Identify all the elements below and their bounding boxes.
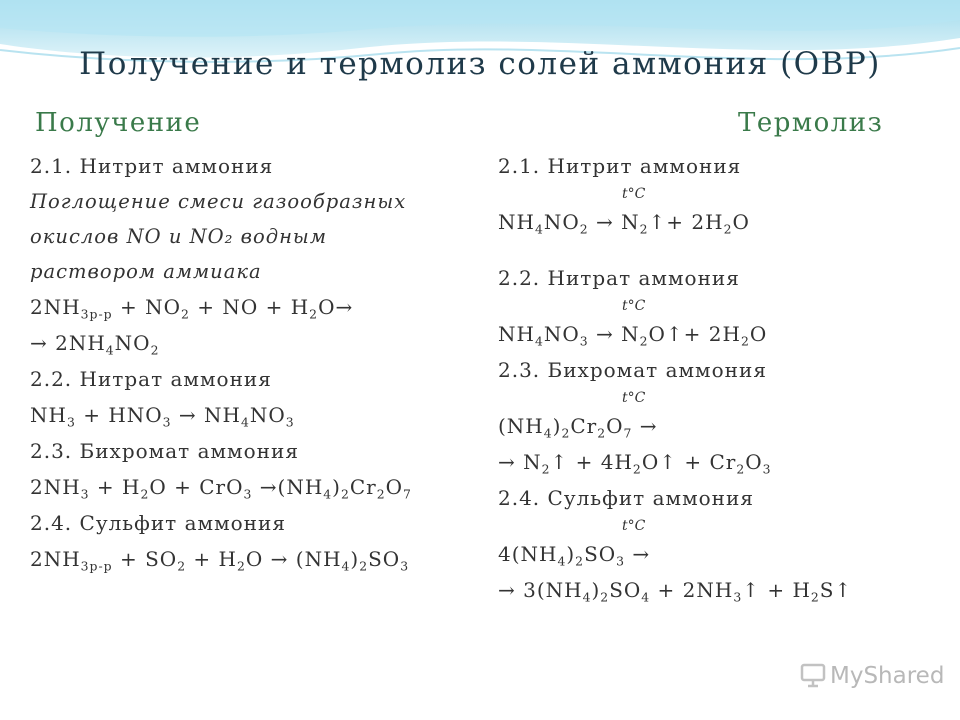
description-line: Поглощение смеси газообразных (30, 190, 407, 213)
equation-line: $2NH_{3р-р} + SO_2 + H_2O \to (NH_4)_2SO_3$ (30, 547, 410, 574)
description-line: окислов NO и NO₂ водным (30, 225, 327, 248)
column-heading-right: Термолиз (738, 108, 884, 138)
equation-line: → $2NH_4NO_2$ (30, 331, 160, 358)
watermark-text: MyShared (830, 663, 945, 689)
section-nitrate-title: 2.2. Нитрат аммония (498, 266, 740, 290)
equation-line: $NH_3 + HNO_3 \to NH_4NO_3$ (30, 403, 295, 430)
section-nitrite-title: 2.1. Нитрит аммония (498, 154, 742, 178)
equation-line: $NH_4NO_3$ → $N_2O↑+ 2H_2O$ (498, 322, 768, 349)
slide-title: Получение и термолиз солей аммония (ОВР) (79, 46, 881, 82)
equation-line: $4(NH_4)_2SO_3$ → (498, 542, 651, 569)
section-nitrate-title: 2.2. Нитрат аммония (30, 367, 272, 391)
section-dichromate-title: 2.3. Бихромат аммония (498, 358, 767, 382)
column-heading-left: Получение (35, 108, 202, 138)
temperature-label: t°C (622, 518, 646, 534)
synthesis-column (30, 148, 480, 577)
watermark (800, 662, 944, 689)
equation-line: $2NH_3 + H_2O + CrO_3 \to(NH_4)_2Cr_2O_7$ (30, 475, 412, 502)
section-nitrite-title: 2.1. Нитрит аммония (30, 154, 274, 178)
presentation-icon (800, 662, 826, 688)
equation-line: $2NH_{3р-р} + NO_2$ + NO + $H_2O\to$ (30, 295, 354, 322)
equation-line: $(NH_4)_2Cr_2O_7$ → (498, 414, 658, 441)
equation-line: → $N_2↑$ + $4H_2O↑ + Cr_2O_3$ (498, 450, 772, 477)
equation-line: → $3(NH_4)_2SO_4$ + $2NH_3↑$ + $H_2S↑$ (498, 578, 853, 605)
section-dichromate-title: 2.3. Бихромат аммония (30, 439, 299, 463)
temperature-label: t°C (622, 186, 646, 202)
section-sulfite-title: 2.4. Сульфит аммония (30, 511, 286, 535)
temperature-label: t°C (622, 390, 646, 406)
description-line: раствором аммиака (30, 260, 262, 283)
equation-line: $NH_4NO_2$ → $N_2↑+ 2H_2O$ (498, 210, 750, 237)
section-sulfite-title: 2.4. Сульфит аммония (498, 486, 754, 510)
thermolysis-column (498, 148, 938, 608)
temperature-label: t°C (622, 298, 646, 314)
